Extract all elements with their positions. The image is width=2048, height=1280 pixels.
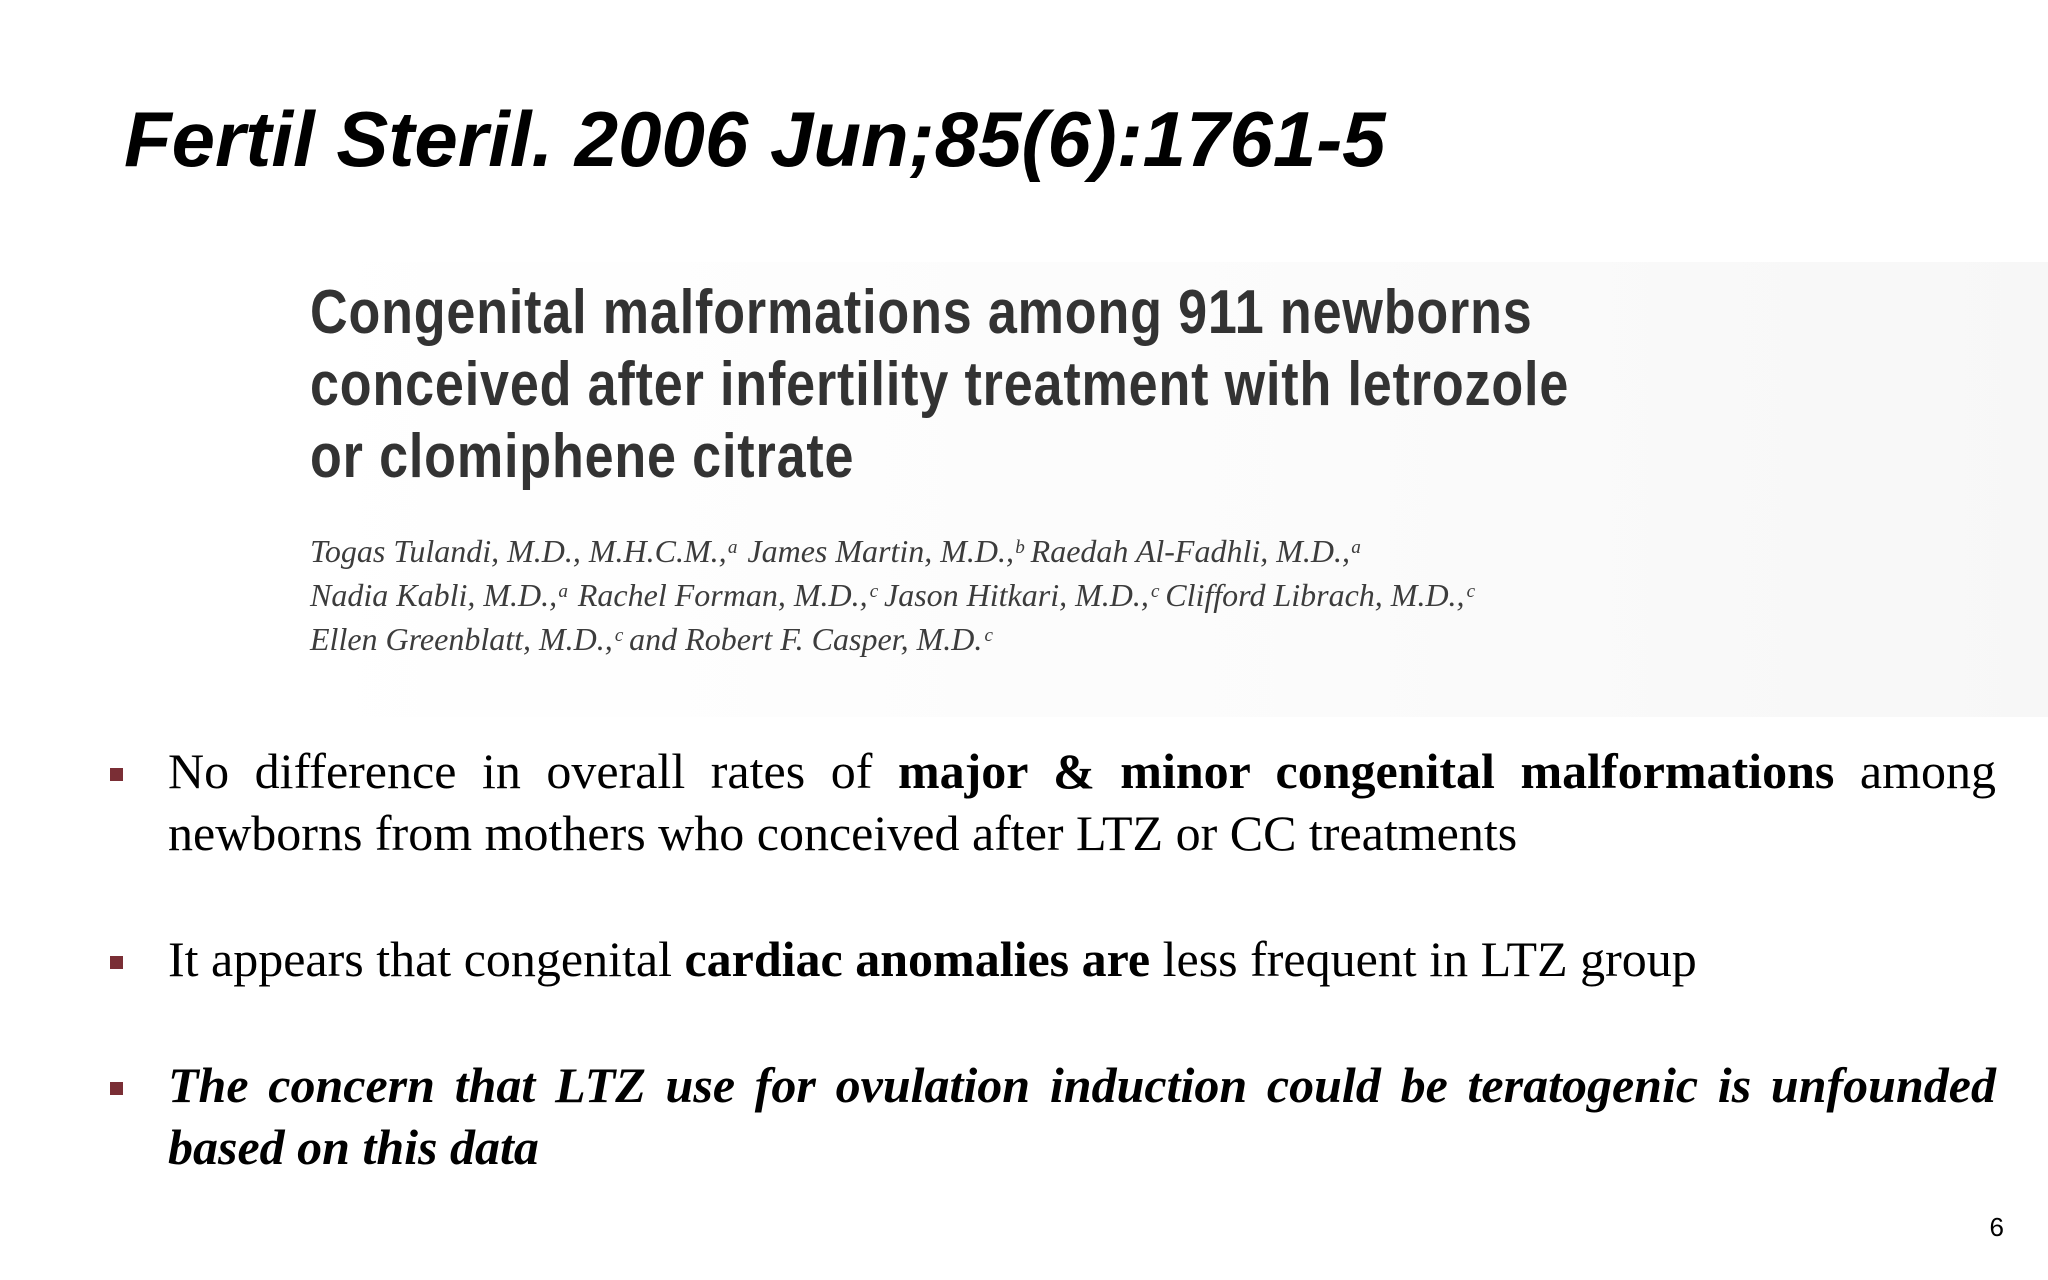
bullet-marker-icon <box>110 768 123 781</box>
article-title <box>310 277 1569 493</box>
citation-heading: Fertil Steril. 2006 Jun;85(6):1761-5 <box>124 95 1386 183</box>
article-header-image <box>290 262 2048 717</box>
bullet-emphasis: major & minor congenital malformations <box>897 743 1835 799</box>
author-line: Ellen Greenblatt, M.D.,ᶜ and Robert F. Casper, M.D.ᶜ <box>310 621 991 657</box>
author-line: Togas Tulandi, M.D., M.H.C.M.,ᵃ James Martin, M.D.,ᵇ Raedah Al-Fadhli, M.D.,ᵃ <box>310 533 1363 569</box>
bullet-marker-icon <box>110 956 123 969</box>
bullet-text: less frequent in LTZ group <box>1150 931 1697 987</box>
bullet-marker-icon <box>110 1082 123 1095</box>
page-number: 6 <box>1989 1212 2004 1242</box>
bullet-item <box>108 740 1996 864</box>
bullet-item <box>108 928 1996 990</box>
bullet-text: It appears that congenital <box>168 931 685 987</box>
bullet-item <box>108 1054 1996 1178</box>
article-title-line: conceived after infertility treatment with letrozole <box>310 350 1570 419</box>
bullet-text: No difference in overall rates of <box>168 743 898 799</box>
article-title-line: or clomiphene citrate <box>310 422 855 491</box>
article-authors <box>310 529 1473 661</box>
author-line: Nadia Kabli, M.D.,ᵃ Rachel Forman, M.D.,ᶜ Jason Hitkari, M.D.,ᶜ Clifford Librach, M.D.,ᶜ <box>310 577 1473 613</box>
bullet-text: among newborns from mothers who conceived after LTZ or CC treatments <box>168 743 1996 861</box>
bullet-text: The concern that LTZ use for ovulation induction could be teratogenic is unfounded based on this data <box>168 1057 1996 1175</box>
article-title-line: Congenital malformations among 911 newborns <box>310 278 1533 347</box>
bullet-list <box>108 740 1996 1178</box>
bullet-emphasis: cardiac anomalies are <box>684 931 1151 987</box>
